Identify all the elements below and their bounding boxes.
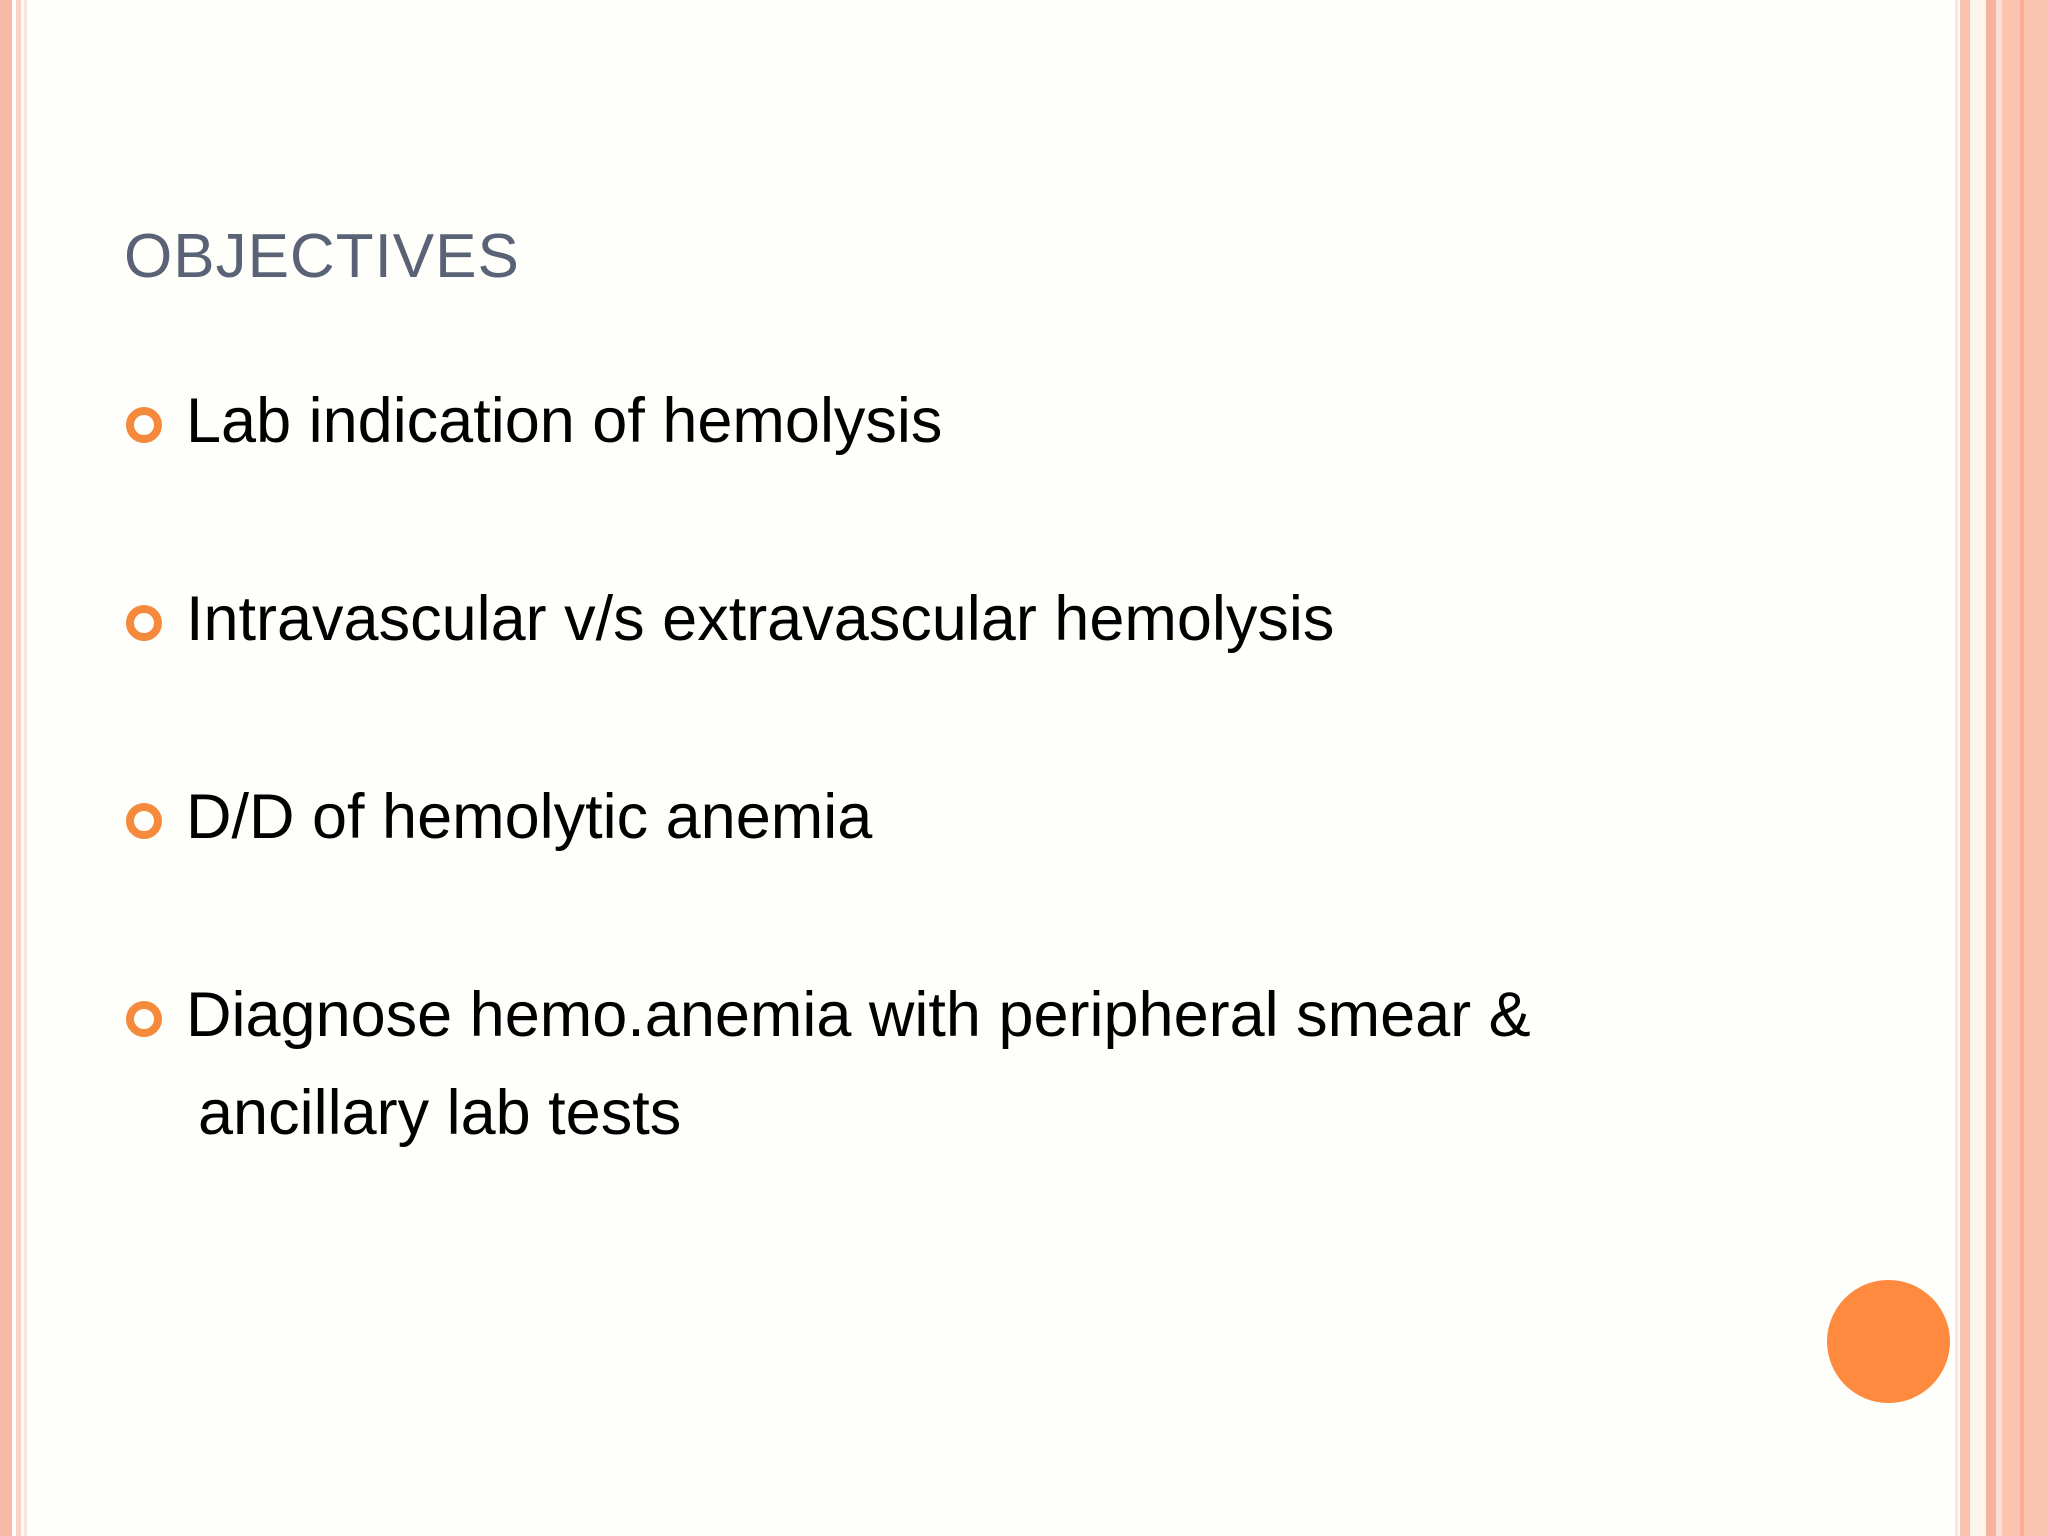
right-border-stripe bbox=[1960, 0, 1970, 1536]
hollow-circle-icon bbox=[126, 407, 162, 443]
orange-circle-decoration bbox=[1827, 1280, 1950, 1403]
bullet-item bbox=[124, 768, 1824, 866]
bullet-list bbox=[124, 372, 1824, 1262]
bullet-text: D/D of hemolytic anemia bbox=[186, 782, 873, 852]
bullet-text-continuation: ancillary lab tests bbox=[198, 1078, 682, 1148]
right-border-stripe bbox=[2020, 0, 2024, 1536]
hollow-circle-icon bbox=[126, 1001, 162, 1037]
left-border-stripe bbox=[16, 0, 21, 1536]
slide-title: OBJECTIVES bbox=[124, 222, 520, 291]
right-border-stripe bbox=[1955, 0, 1958, 1536]
bullet-text: Intravascular v/s extravascular hemolysis bbox=[186, 584, 1335, 654]
hollow-circle-icon bbox=[126, 803, 162, 839]
left-border-stripe bbox=[0, 0, 12, 1536]
bullet-text: Diagnose hemo.anemia with peripheral smear & bbox=[186, 980, 1531, 1050]
bullet-item bbox=[124, 966, 1824, 1162]
left-border-stripe bbox=[24, 0, 27, 1536]
bullet-item bbox=[124, 570, 1824, 668]
bullet-text: Lab indication of hemolysis bbox=[186, 386, 943, 456]
right-border-stripe bbox=[1986, 0, 1996, 1536]
bullet-item bbox=[124, 372, 1824, 470]
hollow-circle-icon bbox=[126, 605, 162, 641]
right-border-stripe bbox=[1970, 0, 1986, 1536]
right-border-stripe bbox=[2002, 0, 2048, 1536]
